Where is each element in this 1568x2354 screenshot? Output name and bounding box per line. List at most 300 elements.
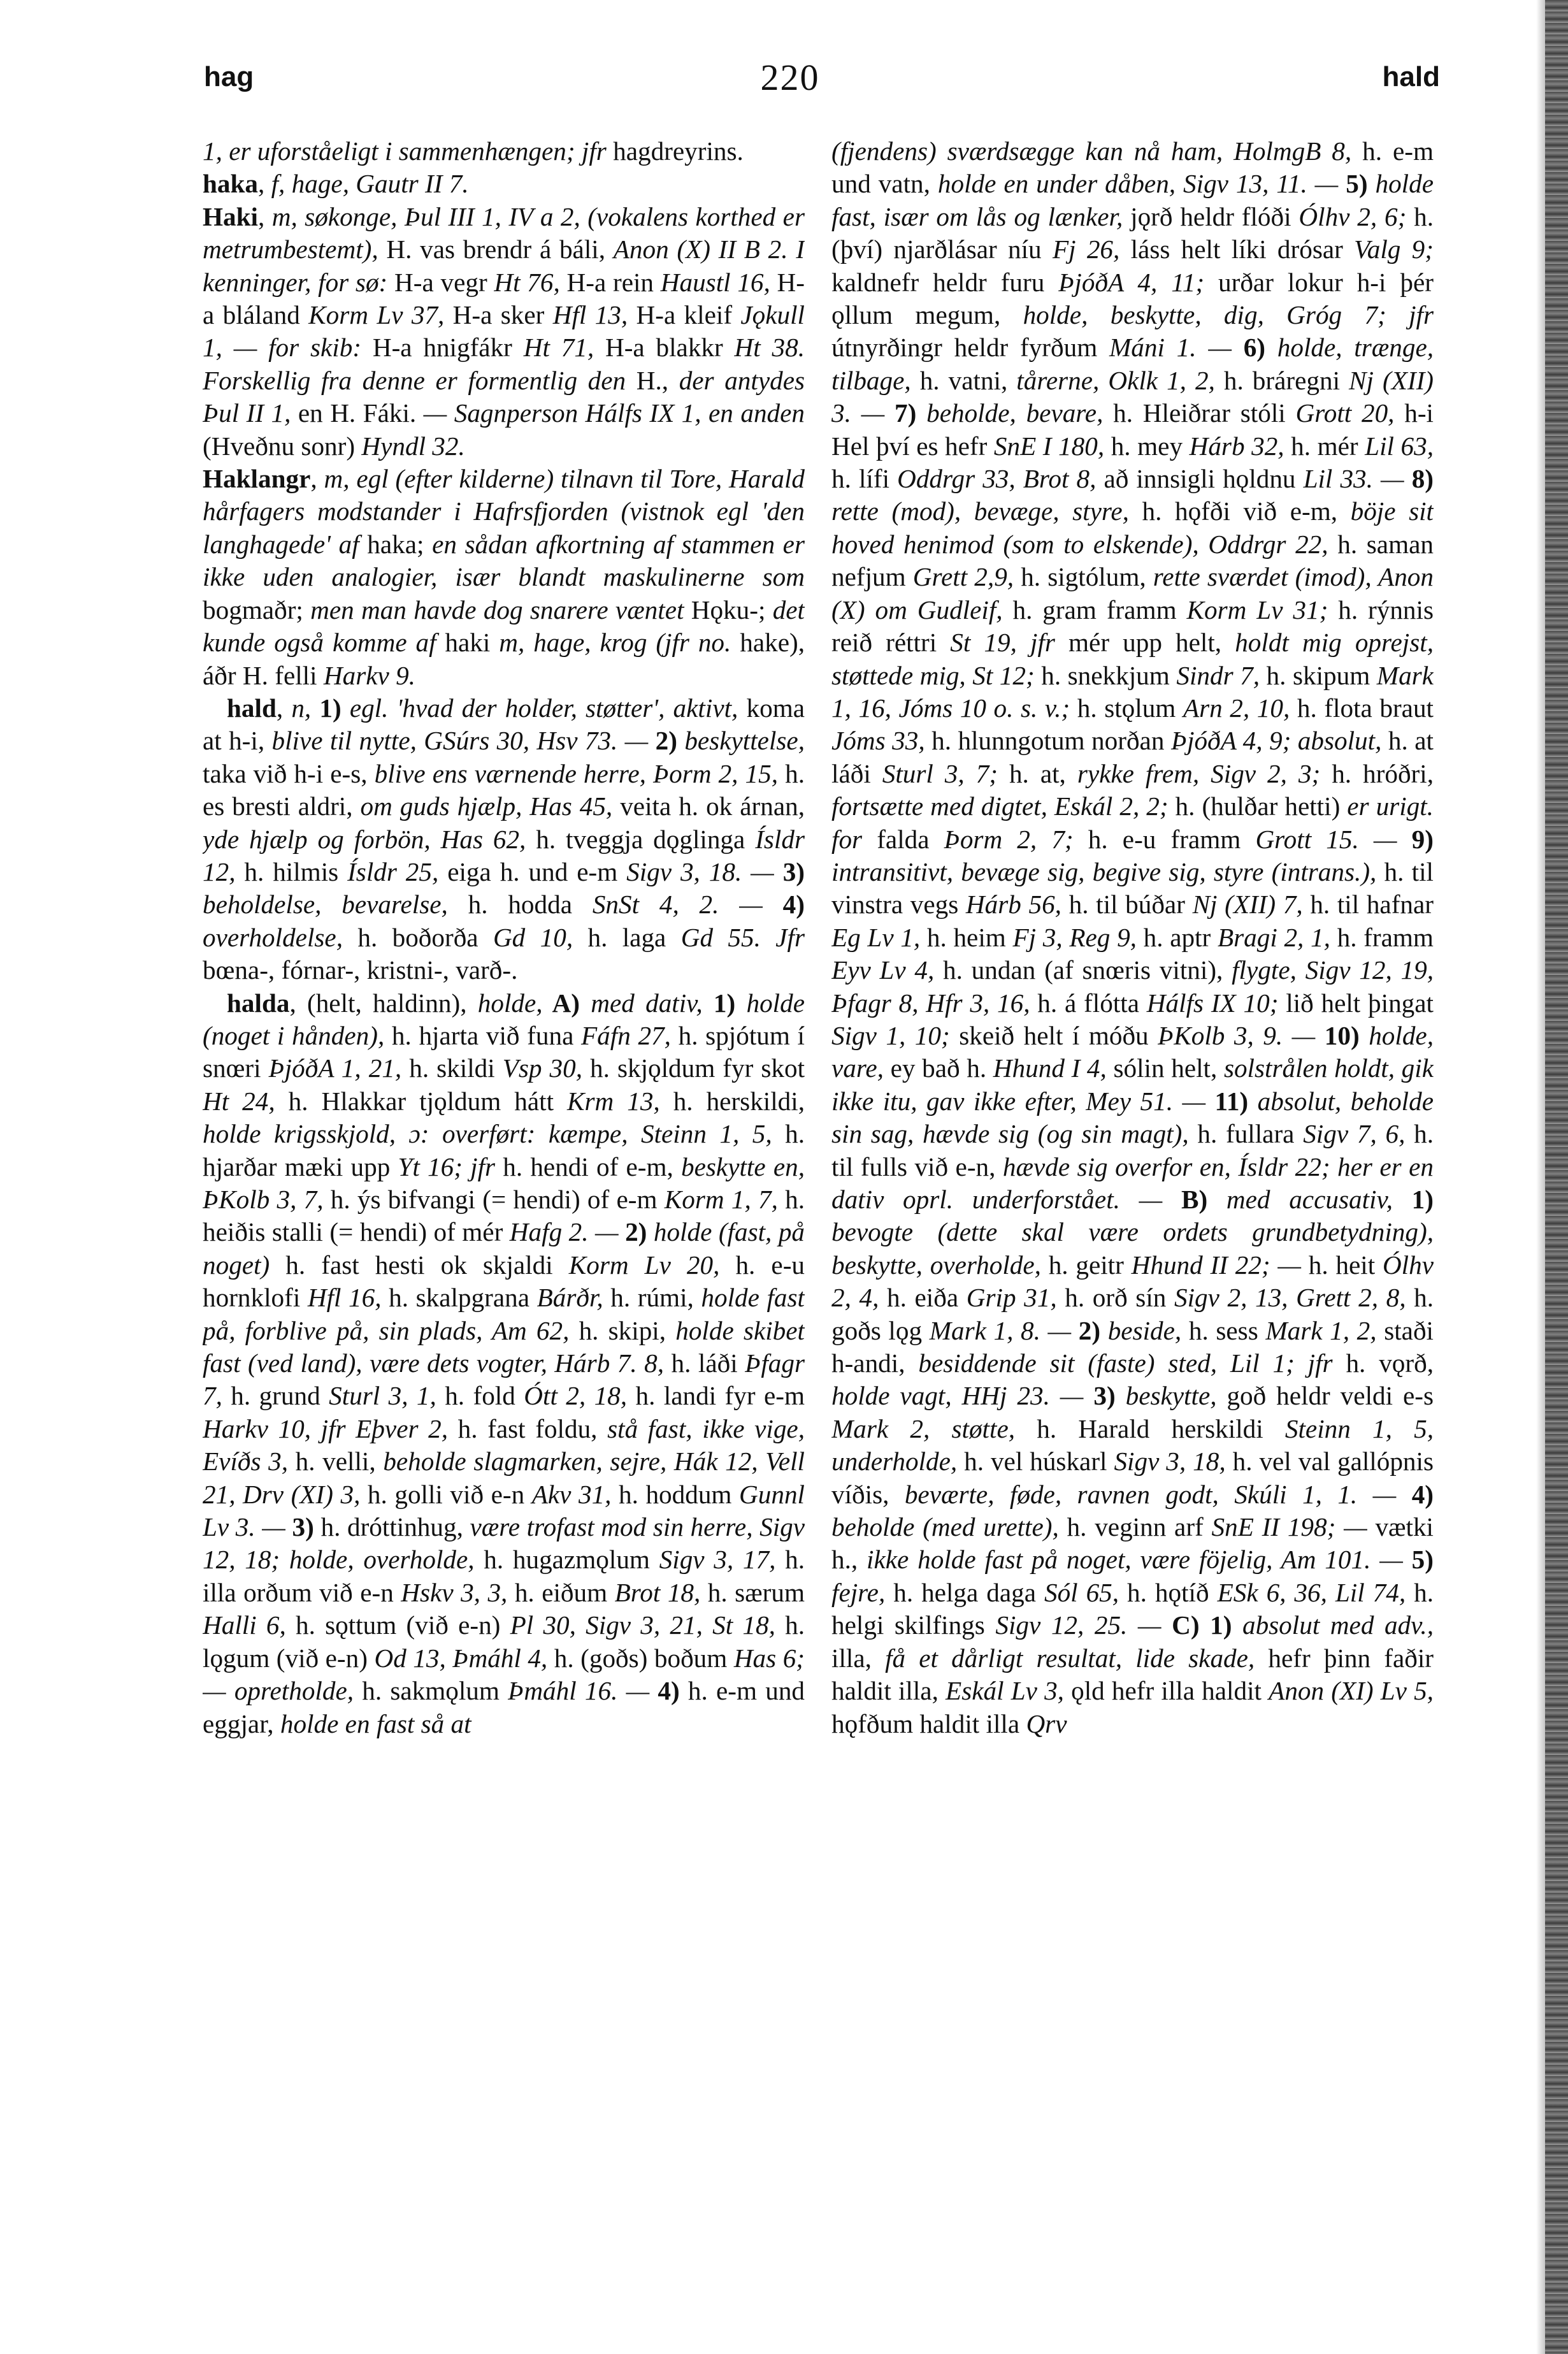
entry-italic-text: Máni 1. —: [1109, 333, 1232, 363]
entry-text: h. vǫrð,: [1332, 1348, 1434, 1378]
entry-italic-text: Harkv 9.: [323, 660, 415, 690]
entry-bold-text: A): [542, 988, 591, 1018]
entry-text: h. vatni,: [910, 365, 1017, 395]
book-edge-shadow: [1545, 0, 1568, 2354]
entry-italic-text: overholdelse,: [203, 922, 343, 952]
entry-italic-text: holde skibet fast (ved land), være dets vogter, Hárb 7. 8,: [203, 1315, 805, 1378]
entry-text: h. (hulðar hetti): [1168, 791, 1348, 821]
entry-italic-text: 1, er uforståeligt i sammenhængen; jfr: [203, 136, 607, 166]
entry-text: h. saman nefjum: [831, 529, 1434, 592]
entry-italic-text: Mark 1, 2,: [1265, 1315, 1377, 1345]
entry-text: hagdreyrins.: [606, 136, 744, 166]
entry-text: h. hlunngotum norðan: [924, 726, 1171, 756]
entry-italic-text: Sigv 3, 17,: [659, 1545, 776, 1575]
entry-text: h. goðs lǫg: [831, 1283, 1434, 1345]
entry-text: h. grund: [222, 1381, 329, 1411]
page-number: 220: [760, 57, 820, 98]
entry-text: h. flota braut: [1290, 693, 1434, 723]
entry-bold-text: Haklangr: [203, 464, 311, 494]
entry-bold-text: Haki: [203, 201, 258, 231]
entry-italic-text: Brot 18,: [614, 1577, 701, 1607]
entry-text: h. eiðum: [507, 1577, 615, 1607]
entry-bold-text: 11): [1205, 1086, 1258, 1116]
entry-text: ey bað h.: [883, 1053, 993, 1083]
entry-italic-text: SnSt 4, 2. —: [592, 890, 763, 920]
entry-italic-text: Hfl 16,: [307, 1283, 382, 1313]
entry-text: h. hilmis: [235, 856, 348, 886]
entry-text: h. velli,: [288, 1447, 384, 1477]
entry-text: h. ýs bifvangi (= hendi) of e-m: [323, 1185, 665, 1214]
entry-italic-text: der antydes Þul II 1,: [203, 365, 805, 428]
entry-text: h. golli við e-n: [360, 1479, 532, 1509]
entry-text: Hǫku-;: [684, 595, 773, 625]
entry-italic-text: holde en fast så at: [280, 1708, 471, 1738]
entry-text: h. landi fyr e-m: [627, 1381, 805, 1411]
entry-italic-text: beholde slagmarken, sejre, Hák 12, Vell 21, Drv (XI) 3,: [203, 1447, 805, 1509]
entry-italic-text: Oddrgr 33, Brot 8,: [897, 464, 1097, 494]
dictionary-entry: [203, 168, 805, 200]
entry-bold-text: 3): [1083, 1381, 1126, 1411]
dictionary-entry: [831, 135, 1434, 1740]
entry-italic-text: men man havde dog snarere væntet: [310, 595, 684, 625]
entry-italic-text: Ht 76,: [494, 267, 560, 297]
entry-italic-text: om guds hjælp, Has 45,: [360, 791, 613, 821]
entry-italic-text: solstrålen holdt, gik ikke itu, gav ikke efter, Mey 51. —: [831, 1053, 1434, 1116]
entry-italic-text: Eskál Lv 3,: [946, 1676, 1064, 1706]
entry-italic-text: Fáfn 27,: [581, 1020, 671, 1050]
entry-italic-text: Ólhv 2, 4,: [831, 1250, 1434, 1313]
entry-bold-text: 4): [762, 890, 805, 920]
entry-bold-text: 2): [618, 1217, 654, 1247]
entry-text: h. illa orðum við e-n: [203, 1545, 805, 1607]
entry-text: h. Hleiðrar stóli: [1103, 398, 1296, 428]
entry-bold-text: 3): [285, 1512, 321, 1542]
entry-italic-text: Gd 55. Jfr: [680, 922, 805, 952]
entry-italic-text: m, egl (efter kilderne) tilnavn til Tore, Harald hårfagers modstander i Hafrsfjorden (vistnok egl 'den langhagede' af: [203, 464, 805, 559]
entry-italic-text: Hhund II 22; —: [1131, 1250, 1301, 1280]
entry-italic-text: Ótt 2, 18,: [524, 1381, 628, 1411]
entry-bold-text: 3): [773, 856, 805, 886]
entry-italic-text: Valg 9;: [1354, 235, 1434, 264]
entry-text: h. (goðs) boðum: [547, 1643, 734, 1673]
entry-italic-text: med accusativ,: [1226, 1185, 1393, 1214]
entry-italic-text: absolut med adv.,: [1242, 1610, 1434, 1640]
entry-text: bœna-, fórnar-, kristni-, varð-.: [203, 955, 518, 985]
entry-italic-text: holde (fast, på noget): [203, 1217, 805, 1280]
entry-text: eiga h. und e-m: [438, 856, 627, 886]
entry-italic-text: n,: [291, 693, 312, 723]
entry-text: h. Harald herskildi: [1015, 1413, 1285, 1443]
entry-italic-text: holde,: [477, 988, 543, 1018]
entry-text: h. e-u hornklofi: [203, 1250, 805, 1313]
entry-italic-text: SnE I 180,: [993, 431, 1105, 461]
entry-text: bogmaðr;: [203, 595, 311, 625]
entry-text: ,: [310, 464, 324, 494]
page-edge-gradient: [1536, 0, 1545, 2354]
entry-italic-text: beskytte,: [1125, 1381, 1217, 1411]
entry-text: h. stǫlum: [1070, 693, 1183, 723]
entry-text: H-a hnigfákr: [361, 333, 524, 363]
entry-italic-text: Sigv 3, 18,: [1114, 1447, 1226, 1477]
entry-text: H. vas brendr á báli,: [378, 235, 614, 264]
entry-italic-text: besiddende sit (faste) sted, Lil 1; jfr: [918, 1348, 1333, 1378]
entry-text: h. Hlakkar tjǫldum hátt: [275, 1086, 568, 1116]
entry-italic-text: egl. 'hvad der holder, støtter', aktivt,: [349, 693, 738, 723]
entry-italic-text: Sigv 12, 25. —: [995, 1610, 1162, 1640]
entry-italic-text: være trofast mod sin herre, Sigv 12, 18; holde, overholde,: [203, 1512, 805, 1575]
entry-italic-text: Arn 2, 10,: [1183, 693, 1290, 723]
entry-italic-text: m, hage, krog (jfr no.: [499, 628, 731, 658]
entry-text: h. laga: [573, 922, 681, 952]
entry-text: h. heit: [1300, 1250, 1383, 1280]
entry-bold-text: 4): [649, 1676, 688, 1706]
entry-italic-text: Ísldr 12,: [203, 824, 805, 886]
entry-italic-text: holde, vare,: [831, 1020, 1434, 1083]
entry-italic-text: rette sværdet (imod), Anon (X) om Gudleif,: [831, 562, 1434, 625]
entry-text: h. tveggja dǫglinga: [526, 824, 756, 854]
entry-text: skeið helt í móðu: [949, 1020, 1158, 1050]
entry-text: (Hveðnu sonr): [203, 431, 362, 461]
entry-italic-text: ÞjóðA 1, 21,: [268, 1053, 402, 1083]
entry-italic-text: Grip 31,: [966, 1283, 1057, 1313]
entry-text: h. framm: [1330, 922, 1434, 952]
entry-text: h. helga daga: [885, 1577, 1044, 1607]
entry-italic-text: blive ens værnende herre, Þorm 2, 15,: [374, 758, 779, 788]
entry-text: staði h-andi,: [831, 1315, 1434, 1378]
entry-text: láss helt líki drósar: [1119, 235, 1355, 264]
entry-italic-text: yde hjælp og forbön, Has 62,: [203, 824, 526, 854]
entry-text: lið helt þingat: [1278, 988, 1434, 1018]
entry-italic-text: Hárb 56,: [965, 890, 1061, 920]
entry-bold-text: 1): [702, 988, 747, 1018]
entry-text: h. fullara: [1188, 1119, 1304, 1149]
entry-bold-text: 8): [1404, 464, 1434, 494]
entry-bold-text: hald: [227, 693, 277, 723]
entry-italic-text: Harkv 10, jfr Eþver 2,: [203, 1413, 449, 1443]
entry-text: h. rúmi,: [603, 1283, 701, 1313]
entry-text: kaldnefr heldr furu: [831, 267, 1059, 297]
entry-text: illa,: [831, 1643, 886, 1673]
entry-italic-text: Hskv 3, 3,: [401, 1577, 508, 1607]
entry-text: h. (því) njarðlásar níu: [831, 201, 1434, 264]
entry-italic-text: Þorm 2, 7;: [944, 824, 1074, 854]
entry-text: H-a kleif: [628, 300, 741, 330]
entry-text: h. e-u framm: [1073, 824, 1256, 854]
entry-italic-text: Bragi 2, 1,: [1217, 922, 1330, 952]
entry-text: hǫfðum haldit illa: [831, 1708, 1026, 1738]
entry-text: h. spjótum í snœri: [203, 1020, 805, 1083]
entry-text: haki: [436, 628, 500, 658]
entry-italic-text: Has 6; — opretholde,: [203, 1643, 805, 1706]
entry-italic-text: hævde sig overfor en, Ísldr 22; her er en dativ oprl. underforstået. —: [831, 1152, 1434, 1214]
entry-italic-text: beholde (med urette),: [831, 1512, 1059, 1542]
entry-italic-text: Þmáhl 16. —: [508, 1676, 650, 1706]
entry-bold-text: 9): [1397, 824, 1434, 854]
entry-text: H-a vegr: [387, 267, 494, 297]
entry-italic-text: ÞKolb 3, 9. —: [1158, 1020, 1316, 1050]
entry-text: veita h. ok árnan,: [612, 791, 805, 821]
entry-text: h. mér: [1284, 431, 1365, 461]
entry-italic-text: Eg Lv 1,: [831, 922, 921, 952]
entry-italic-text: intransitivt, bevæge sig, begive sig, styre (intrans.),: [831, 856, 1377, 886]
entry-text: falda: [862, 824, 944, 854]
entry-text: h. láði: [664, 1348, 745, 1378]
entry-bold-text: 7): [884, 398, 927, 428]
entry-italic-text: holde vagt, HHj 23. —: [831, 1381, 1084, 1411]
entry-text: h. skildi: [401, 1053, 503, 1083]
entry-text: hake), áðr H. felli: [203, 628, 805, 690]
entry-text: h-i Hel því es hefr: [831, 398, 1434, 461]
entry-italic-text: Od 13, Þmáhl 4,: [374, 1643, 548, 1673]
header-right-guideword: hald: [1382, 61, 1440, 92]
entry-bold-text: B): [1162, 1185, 1226, 1214]
entry-text: að innsigli hǫldnu: [1096, 464, 1304, 494]
entry-text: h. til vinstra vegs: [831, 856, 1434, 920]
entry-italic-text: Þfagr 7,: [203, 1348, 805, 1411]
entry-text: h. heiðis stalli (= hendi) of mér: [203, 1185, 805, 1247]
entry-text: h. hróðri,: [1320, 758, 1434, 788]
entry-text: h. vel húskarl: [957, 1447, 1114, 1477]
entry-bold-text: 2): [648, 726, 685, 756]
entry-bold-text: 10): [1315, 1020, 1369, 1050]
entry-italic-text: Anon (XI) Lv 5,: [1269, 1676, 1434, 1706]
entry-italic-text: Grett 2,9,: [912, 562, 1014, 592]
entry-bold-text: 5): [1402, 1545, 1434, 1575]
entry-italic-text: beværte, føde, ravnen godt, Skúli 1, 1. —: [904, 1479, 1397, 1509]
entry-italic-text: ÞjóðA 4, 11;: [1058, 267, 1205, 297]
entry-text: h. sakmǫlum: [354, 1676, 508, 1706]
right-column: [831, 135, 1434, 2321]
entry-bold-text: C) 1): [1161, 1610, 1242, 1640]
entry-text: goð heldr veldi e-s: [1216, 1381, 1434, 1411]
entry-italic-text: Sigv 1, 10;: [831, 1020, 950, 1050]
dictionary-entry: [203, 463, 805, 692]
entry-text: h. skipum: [1260, 660, 1377, 690]
entry-italic-text: holde (noget i hånden),: [203, 988, 805, 1050]
entry-text: h. lífi: [831, 464, 898, 494]
entry-text: ,: [276, 693, 292, 723]
entry-bold-text: 1): [311, 693, 350, 723]
entry-italic-text: Fj 3, Reg 9,: [1012, 922, 1137, 952]
entry-italic-text: Mark 2, støtte,: [831, 1413, 1016, 1443]
entry-text: ,: [257, 201, 272, 231]
entry-text: h. sigtólum,: [1014, 562, 1153, 592]
entry-text: h. herskildi,: [659, 1086, 805, 1116]
entry-italic-text: flygte, Sigv 12, 19, Þfagr 8, Hfr 3, 16,: [831, 955, 1434, 1018]
entry-text: h. hugazmǫlum: [474, 1545, 659, 1575]
entry-text: ǫld hefr illa haldit: [1063, 1676, 1269, 1706]
entry-italic-text: Hfl 13,: [552, 300, 628, 330]
entry-italic-text: er urigt. for: [831, 791, 1434, 854]
entry-italic-text: Korm Lv 37,: [308, 300, 445, 330]
entry-text: , (helt, haldinn),: [289, 988, 478, 1018]
entry-text: sólin helt,: [1106, 1053, 1224, 1083]
entry-italic-text: Qrv: [1026, 1708, 1067, 1738]
entry-italic-text: bevogte (dette skal være ordets grundbetydning), beskytte, overholde,: [831, 1217, 1434, 1280]
entry-italic-text: beholde, bevare,: [926, 398, 1104, 428]
entry-italic-text: Grott 20,: [1295, 398, 1395, 428]
entry-bold-text: haka: [203, 169, 259, 199]
entry-text: h. til fulls við e-n,: [831, 1119, 1434, 1181]
entry-italic-text: Gunnl Lv 3. —: [203, 1479, 805, 1542]
entry-italic-text: Steinn 1, 5, underholde,: [831, 1413, 1434, 1477]
entry-text: h. geitr: [1040, 1250, 1132, 1280]
entry-italic-text: SnE II 198; —: [1211, 1512, 1367, 1542]
header-left-guideword: hag: [204, 61, 254, 92]
entry-bold-text: 1): [1392, 1185, 1434, 1214]
entry-italic-text: Gd 10,: [493, 922, 573, 952]
entry-text: H-a rein: [559, 267, 661, 297]
entry-text: h. rýnnis reið réttri: [831, 595, 1434, 658]
entry-text: h. sess: [1181, 1315, 1266, 1345]
entry-bold-text: 5): [1338, 169, 1376, 199]
entry-bold-text: 2): [1071, 1315, 1108, 1345]
entry-italic-text: Korm 1, 7,: [664, 1185, 778, 1214]
entry-italic-text: stå fast, ikke vige, Evíðs 3,: [203, 1413, 805, 1477]
entry-italic-text: Lil 33. —: [1303, 464, 1404, 494]
entry-italic-text: Hálfs IX 10;: [1146, 988, 1279, 1018]
entry-text: h. aptr: [1136, 922, 1218, 952]
entry-italic-text: Korm Lv 31;: [1186, 595, 1328, 625]
entry-text: urðar lokur h-i þér ǫllum megum,: [831, 267, 1434, 330]
entry-text: ,: [258, 169, 271, 199]
entry-italic-text: m, søkonge, Þul III 1, IV a 2, (vokalens korthed er metrumbestemt),: [203, 201, 805, 264]
entry-italic-text: ÞjóðA 4, 9; absolut,: [1170, 726, 1382, 756]
entry-text: h. dróttinhug,: [320, 1512, 470, 1542]
entry-italic-text: Ht 24,: [203, 1086, 275, 1116]
entry-text: H-a bláland: [203, 267, 805, 330]
entry-text: H.,: [626, 365, 679, 395]
entry-text: h. á flótta: [1030, 988, 1147, 1018]
entry-italic-text: Fj 26,: [1052, 235, 1120, 264]
entry-italic-text: Sigv 3, 18. —: [626, 856, 774, 886]
entry-italic-text: Jǫkull 1, — for skib:: [203, 300, 805, 363]
entry-text: h. hendi of e-m,: [495, 1152, 682, 1181]
entry-text: h. til hafnar: [1302, 890, 1434, 920]
entry-italic-text: rykke frem, Sigv 2, 3;: [1077, 758, 1321, 788]
entry-italic-text: absolut, beholde sin sag, hævde sig (og sin magt),: [831, 1086, 1434, 1149]
entry-text: h. e-m und vatn,: [831, 136, 1434, 199]
entry-text: h. es bresti aldri,: [203, 758, 805, 821]
entry-bold-text: 4): [1396, 1479, 1434, 1509]
dictionary-entry: [203, 135, 805, 168]
entry-text: koma at h-i,: [203, 693, 805, 756]
entry-italic-text: holde fast, især om lås og lænker,: [831, 169, 1434, 231]
entry-italic-text: ESk 6, 36, Lil 74,: [1217, 1577, 1406, 1607]
entry-italic-text: holdt mig oprejst, støttede mig, St 12;: [831, 628, 1434, 690]
entry-italic-text: Bárðr,: [536, 1283, 603, 1313]
entry-italic-text: Nj (XII) 7,: [1192, 890, 1303, 920]
entry-text: h. vel val gallópnis víðis,: [831, 1447, 1434, 1509]
entry-italic-text: Vsp 30,: [502, 1053, 583, 1083]
entry-italic-text: holde fast på, forblive på, sin plads, Am 62,: [203, 1283, 805, 1345]
entry-text: h. hjarðar mæki upp: [203, 1119, 805, 1181]
entry-italic-text: Pl 30, Sigv 3, 21, St 18,: [510, 1610, 775, 1640]
entry-italic-text: beside,: [1107, 1315, 1182, 1345]
entry-italic-text: Hyndl 32.: [361, 431, 465, 461]
entry-italic-text: holde krigsskjold, ɔ: overført: kæmpe, Steinn 1, 5,: [203, 1119, 772, 1149]
entry-italic-text: f, hage, Gautr II 7.: [271, 169, 469, 199]
entry-italic-text: Yt 16; jfr: [398, 1152, 496, 1181]
entry-italic-text: ikke holde fast på noget, være föjelig, Am 101. —: [867, 1545, 1403, 1575]
entry-italic-text: Hárb 32,: [1189, 431, 1284, 461]
entry-text: útnyrðingr heldr fyrðum: [831, 333, 1109, 363]
entry-italic-text: med dativ,: [591, 988, 703, 1018]
entry-text: h. hǫtíð: [1119, 1577, 1218, 1607]
entry-text: H-a blakkr: [594, 333, 735, 363]
entry-text: h. sǫttum (við e-n): [285, 1610, 510, 1640]
page-header: [159, 56, 1440, 113]
entry-text: h. skjǫldum fyr skot: [582, 1053, 805, 1083]
dictionary-entry: [203, 987, 805, 1740]
entry-italic-text: Ht 71,: [523, 333, 594, 363]
entry-text: h. bráregni: [1214, 365, 1349, 395]
entry-text: h. til búðar: [1061, 890, 1193, 920]
entry-italic-text: Sindr 7,: [1176, 660, 1260, 690]
entry-text: taka við h-i e-s,: [203, 758, 375, 788]
entry-italic-text: Grott 15. —: [1255, 824, 1397, 854]
entry-text: h. fold: [436, 1381, 524, 1411]
entry-italic-text: beholdelse, bevarelse,: [203, 890, 448, 920]
entry-text: h. gram framm: [1002, 595, 1187, 625]
entry-text: h. eiða: [879, 1283, 967, 1313]
entry-text: h. e-m und eggjar,: [203, 1676, 805, 1738]
left-column: [203, 135, 805, 2321]
entry-text: mér upp helt,: [1054, 628, 1235, 658]
entry-text: h. hǫfði við e-m,: [1128, 496, 1351, 526]
entry-text: haka;: [359, 529, 433, 559]
entry-italic-text: Anon (X) II B 2. I kenninger, for sø:: [203, 235, 805, 297]
entry-text: h. særum: [700, 1577, 805, 1607]
entry-italic-text: Hhund I 4,: [993, 1053, 1107, 1083]
entry-italic-text: Haustl 16,: [660, 267, 770, 297]
entry-italic-text: holde en under dåben, Sigv 13, 11. —: [937, 169, 1339, 199]
entry-italic-text: Lil 63,: [1365, 431, 1434, 461]
entry-italic-text: få et dårligt resultat, lide skade,: [885, 1643, 1255, 1673]
entry-text: jǫrð heldr flóði: [1123, 201, 1299, 231]
entry-text: h. mey: [1104, 431, 1190, 461]
entry-text: h. at láði: [831, 726, 1434, 788]
entry-italic-text: Jóms 33,: [831, 726, 925, 756]
entry-text: h. undan (af snœris vitni),: [934, 955, 1232, 985]
entry-italic-text: fejre,: [831, 1577, 886, 1607]
entry-italic-text: holde, trænge, tilbage,: [831, 333, 1434, 395]
entry-italic-text: Mark 1, 8. —: [929, 1315, 1072, 1345]
entry-italic-text: Ísldr 25,: [347, 856, 439, 886]
entry-italic-text: beskytte en, ÞKolb 3, 7,: [203, 1152, 805, 1214]
entry-italic-text: Sturl 3, 1,: [329, 1381, 436, 1411]
entry-italic-text: rette (mod), bevæge, styre,: [831, 496, 1129, 526]
entry-italic-text: St 19, jfr: [950, 628, 1055, 658]
entry-italic-text: beskyttelse,: [684, 726, 805, 756]
entry-text: h. heim: [920, 922, 1013, 952]
entry-italic-text: det kunde også komme af: [203, 595, 805, 658]
entry-italic-text: Hafg 2. —: [509, 1217, 619, 1247]
entry-italic-text: en sådan afkortning af stammen er ikke uden analogier, især blandt maskulinerne som: [203, 529, 805, 592]
entry-text: h. skipi,: [569, 1315, 676, 1345]
entry-italic-text: Nj (XII) 3. —: [831, 365, 1434, 428]
entry-text: hefr þinn faðir haldit illa,: [831, 1643, 1434, 1706]
entry-text: h. hjarta við funa: [384, 1020, 582, 1050]
entry-italic-text: böje sit hoved henimod (som to elskende), Oddrgr 22,: [831, 496, 1434, 559]
entry-italic-text: Krm 13,: [567, 1086, 660, 1116]
entry-italic-text: Ht 38. Forskellig fra denne er formentlig den: [203, 333, 805, 395]
entry-italic-text: Sigv 7, 6,: [1303, 1119, 1406, 1149]
entry-text: h. fast hesti ok skjaldi: [270, 1250, 569, 1280]
entry-italic-text: Sturl 3, 7;: [882, 758, 998, 788]
entry-text: h. orð sín: [1056, 1283, 1174, 1313]
entry-bold-text: halda: [227, 988, 290, 1018]
